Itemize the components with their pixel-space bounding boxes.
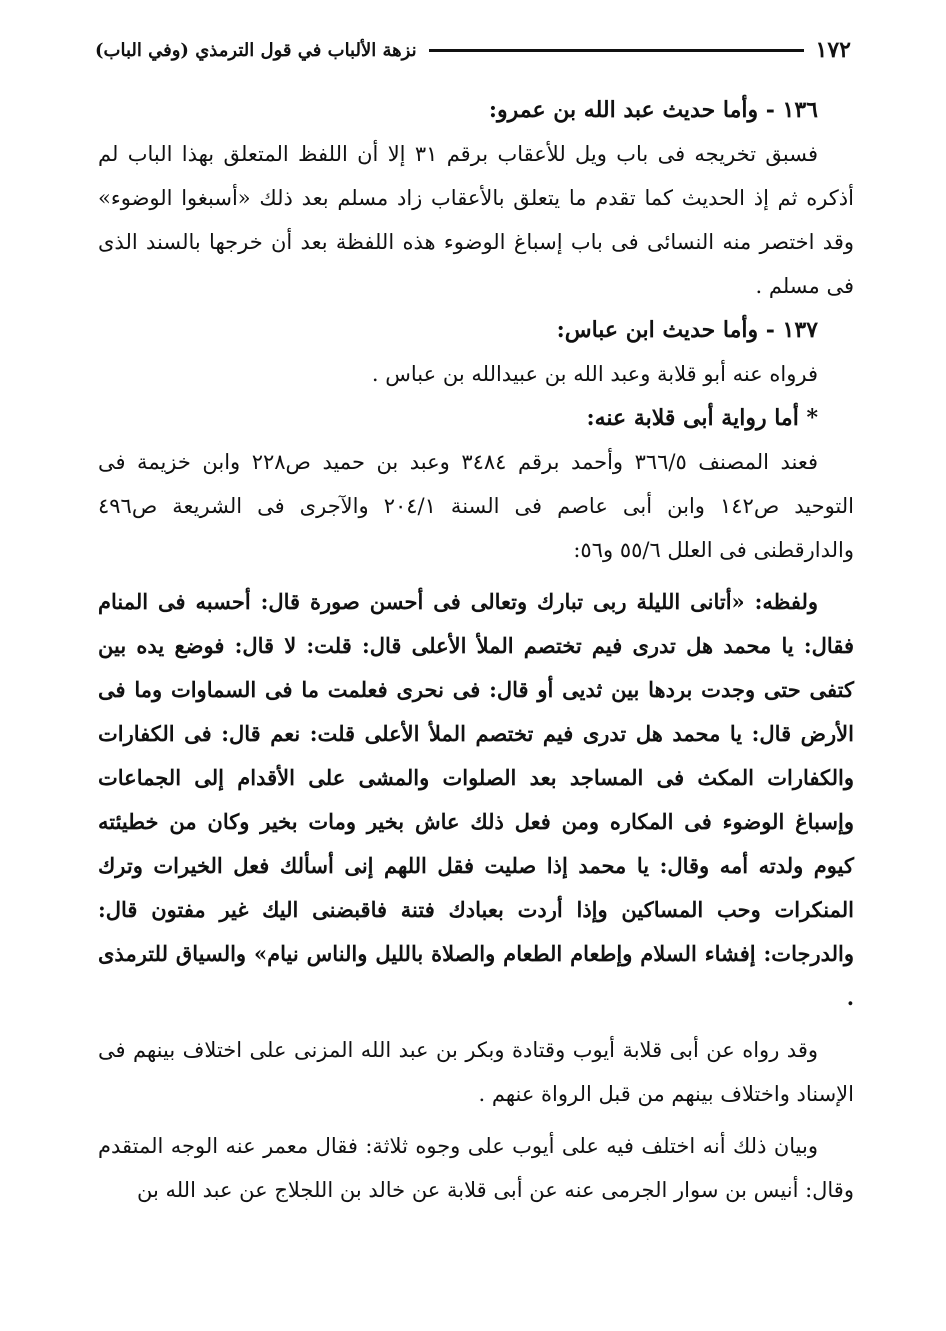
section-137-subheading: * أما رواية أبى قلابة عنه: [586, 405, 818, 431]
section-137-paragraph-4: وبيان ذلك أنه اختلف فيه على أيوب على وجوه ثلاثة: فقال معمر عنه الوجه المتقدم وقال: أنيس بن سوار الجرمى عنه عن أبى قلابة عن خالد بن اللجلاج عن عبد الله بن [98, 1134, 854, 1202]
section-137-heading: ١٣٧ - وأما حديث ابن عباس: [556, 317, 818, 343]
section-136-heading: ١٣٦ - وأما حديث عبد الله بن عمرو: [488, 97, 818, 123]
section-136-paragraph: فسبق تخريجه فى باب ويل للأعقاب برقم ٣١ إلا أن اللفظ المتعلق بهذا الباب لم أذكره ثم إذ الحديث كما تقدم ما يتعلق بالأعقاب زاد مسلم بعد ذلك «أسبغوا الوضوء» وقد اختصر منه النسائى فى باب إسباغ الوضوء هذه اللفظة بعد أن خرجها بالسند الذى فى مسلم . [98, 142, 854, 298]
section-137-paragraph-2: فعند المصنف ٣٦٦/٥ وأحمد برقم ٣٤٨٤ وعبد بن حميد ص٢٢٨ وابن خزيمة فى التوحيد ص١٤٢ وابن أبى عاصم فى السنة ٢٠٤/١ والآجرى فى الشريعة ص٤٩٦ والدارقطنى فى العلل ٥٥/٦ و٥٦: [98, 450, 854, 562]
header-rule [429, 49, 804, 52]
page-body [98, 88, 854, 1212]
running-header [95, 32, 851, 68]
section-137-paragraph-1: فرواه عنه أبو قلابة وعبد الله بن عبيدالله بن عباس . [371, 362, 818, 386]
section-137-paragraph-3: وقد رواه عن أبى قلابة أيوب وقتادة وبكر بن عبد الله المزنى على اختلاف بينهم فى الإسناد واختلاف بينهم من قبل الرواة عنهم . [98, 1038, 854, 1106]
hadith-quote: ولفظه: «أتانى الليلة ربى تبارك وتعالى فى أحسن صورة قال: أحسبه فى المنام فقال: يا محمد هل تدرى فيم تختصم الملأ الأعلى قال: قلت: لا قال: فوضع يده بين كتفى حتى وجدت بردها بين ثديى أو قال: فى نحرى فعلمت ما فى السماوات وما فى الأرض قال: يا محمد هل تدرى فيم تختصم الملأ الأعلى قلت: نعم قال: فى الكفارات والكفارات المكث فى المساجد بعد الصلوات والمشى على الأقدام إلى الجماعات وإسباغ الوضوء فى المكاره ومن فعل ذلك عاش بخير ومات بخير وكان من خطيئته كيوم ولدته أمه وقال: يا محمد إذا صليت فقل اللهم إنى أسألك فعل الخيرات وترك المنكرات وحب المساكين وإذا أردت بعبادك فتنة فاقبضنى اليك غير مفتون قال: والدرجات: إفشاء السلام وإطعام الطعام والصلاة بالليل والناس نيام» والسياق للترمذى . [98, 589, 854, 1010]
page-number: ١٧٢ [815, 37, 851, 63]
book-title: نزهة الألباب في قول الترمذي (وفي الباب) [95, 39, 417, 61]
